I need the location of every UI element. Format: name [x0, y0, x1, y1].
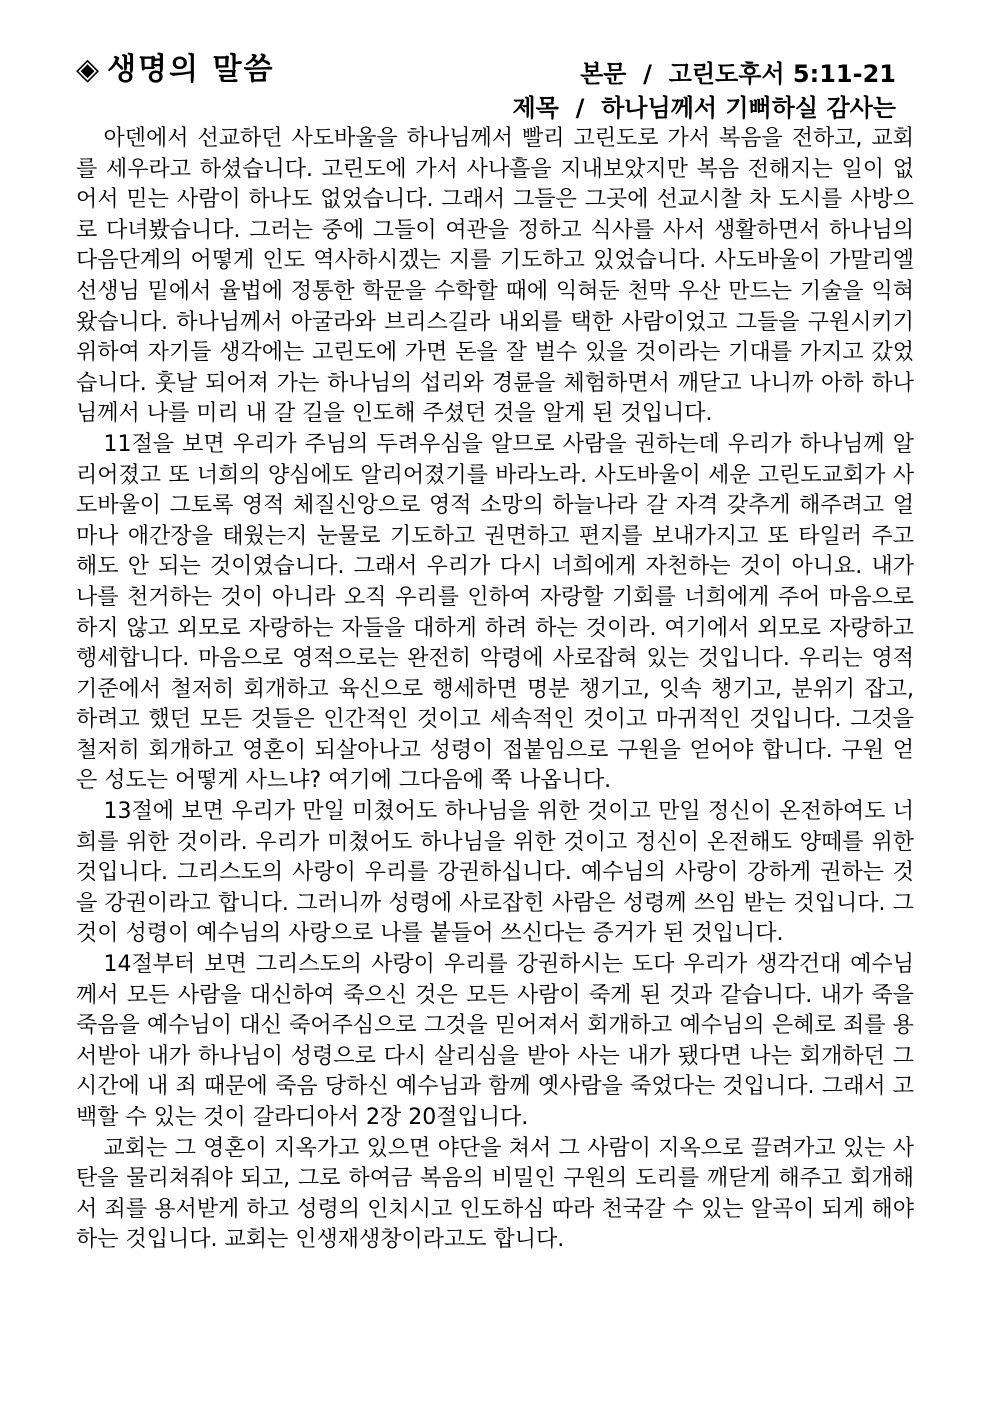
passage-line	[580, 54, 896, 89]
theme-separator: /	[575, 94, 585, 122]
paragraph: 아덴에서 선교하던 사도바울을 하나님께서 빨리 고린도로 가서 복음을 전하고, 교회를 세우라고 하셨습니다. 고린도에 가서 사나흘을 지내보았지만 복음 전해지는 일이 없어서 믿는 사람이 하나도 없었습니다. 그래서 그들은 그곳에 선교시찰 차 도시를 사방으로 다녀봤습니다. 그러는 중에 그들이 여관을 정하고 식사를 사서 생활하면서 하나님의 다음단계의 어떻게 인도 역사하시겠는 지를 기도하고 있었습니다. 사도바울이 가말리엘 선생님 밑에서 율법에 정통한 학문을 수학할 때에 익혀둔 천막 우산 만드는 기술을 익혀왔습니다. 하나님께서 아굴라와 브리스길라 내외를 택한 사람이었고 그들을 구원시키기 위하여 자기들 생각에는 고린도에 가면 돈을 잘 벌수 있을 것이라는 기대를 가지고 갔었습니다. 훗날 되어져 가는 하나님의 섭리와 경륜을 체험하면서 깨닫고 나니까 아하 하나님께서 나를 미리 내 갈 길을 인도해 주셨던 것을 알게 된 것입니다.	[76, 126, 914, 427]
section-title	[76, 44, 274, 88]
diamond-icon: ◈	[76, 52, 102, 87]
paragraph: 14절부터 보면 그리스도의 사랑이 우리를 강권하시는 도다 우리가 생각건대 예수님께서 모든 사람을 대신하여 죽으신 것은 모든 사람이 죽게 된 것과 같습니다. 내가 죽을 죽음을 예수님이 대신 죽어주심으로 그것을 믿어져서 회개하고 예수님의 은혜로 죄를 용서받아 내가 하나님이 성령으로 다시 살리심을 받아 사는 내가 됐다면 나는 회개하던 그 시간에 내 죄 때문에 죽음 당하신 예수님과 함께 옛사람을 죽었다는 것입니다. 그래서 고백할 수 있는 것이 갈라디아서 2장 20절입니다.	[76, 952, 914, 1130]
theme-label: 제목	[512, 94, 559, 122]
paragraph: 11절을 보면 우리가 주님의 두려우심을 알므로 사람을 권하는데 우리가 하나님께 알리어졌고 또 너희의 양심에도 알리어졌기를 바라노라. 사도바울이 세운 고린도교회가 사도바울이 그토록 영적 체질신앙으로 영적 소망의 하늘나라 갈 자격 갖추게 해주려고 얼마나 애간장을 태웠는지 눈물로 기도하고 권면하고 편지를 보내가지고 또 타일러 주고 해도 안 되는 것이였습니다. 그래서 우리가 다시 너희에게 자천하는 것이 아니요. 내가 나를 천거하는 것이 아니라 오직 우리를 인하여 자랑할 기회를 너희에게 주어 마음으로 하지 않고 외모로 자랑하는 자들을 대하게 하려 하는 것이라. 여기에서 외모로 자랑하고 행세합니다. 마음으로 영적으로는 완전히 악령에 사로잡혀 있는 것입니다. 우리는 영적 기준에서 철저히 회개하고 육신으로 행세하면 명분 챙기고, 잇속 챙기고, 분위기 잡고, 하려고 했던 모든 것들은 인간적인 것이고 세속적인 것이고 마귀적인 것입니다. 그것을 철저히 회개하고 영혼이 되살아나고 성령이 접붙임으로 구원을 얻어야 합니다. 구원 얻은 성도는 어떻게 사느냐? 여기에 그다음에 쭉 나옵니다.	[76, 431, 914, 794]
sermon-body	[76, 124, 914, 1256]
theme-line	[513, 88, 897, 123]
paragraph: 13절에 보면 우리가 만일 미쳤어도 하나님을 위한 것이고 만일 정신이 온전하여도 너희를 위한 것이라. 우리가 미쳤어도 하나님을 위한 것이고 정신이 온전해도 양떼를 위한 것입니다. 그리스도의 사랑이 우리를 강권하십니다. 예수님의 사랑이 강하게 권하는 것을 강권이라고 합니다. 그러니까 성령에 사로잡힌 사람은 성령께 쓰임 받는 것입니다. 그것이 성령이 예수님의 사랑으로 나를 붙들어 쓰신다는 증거가 된 것입니다.	[76, 799, 914, 947]
paragraph: 교회는 그 영혼이 지옥가고 있으면 야단을 쳐서 그 사람이 지옥으로 끌려가고 있는 사탄을 물리쳐줘야 되고, 그로 하여금 복음의 비밀인 구원의 도리를 깨닫게 해주고 회개해서 죄를 용서받게 하고 성령의 인치시고 인도하심 따라 천국갈 수 있는 알곡이 되게 해야 하는 것입니다. 교회는 인생재생창이라고도 합니다.	[76, 1135, 914, 1253]
section-title-text: 생명의 말씀	[107, 52, 275, 87]
passage-label: 본문	[580, 60, 627, 88]
theme-text: 하나님께서 기뻐하실 감사는	[601, 94, 896, 122]
passage-reference: 고린도후서 5:11-21	[668, 60, 896, 88]
passage-separator: /	[643, 60, 652, 88]
